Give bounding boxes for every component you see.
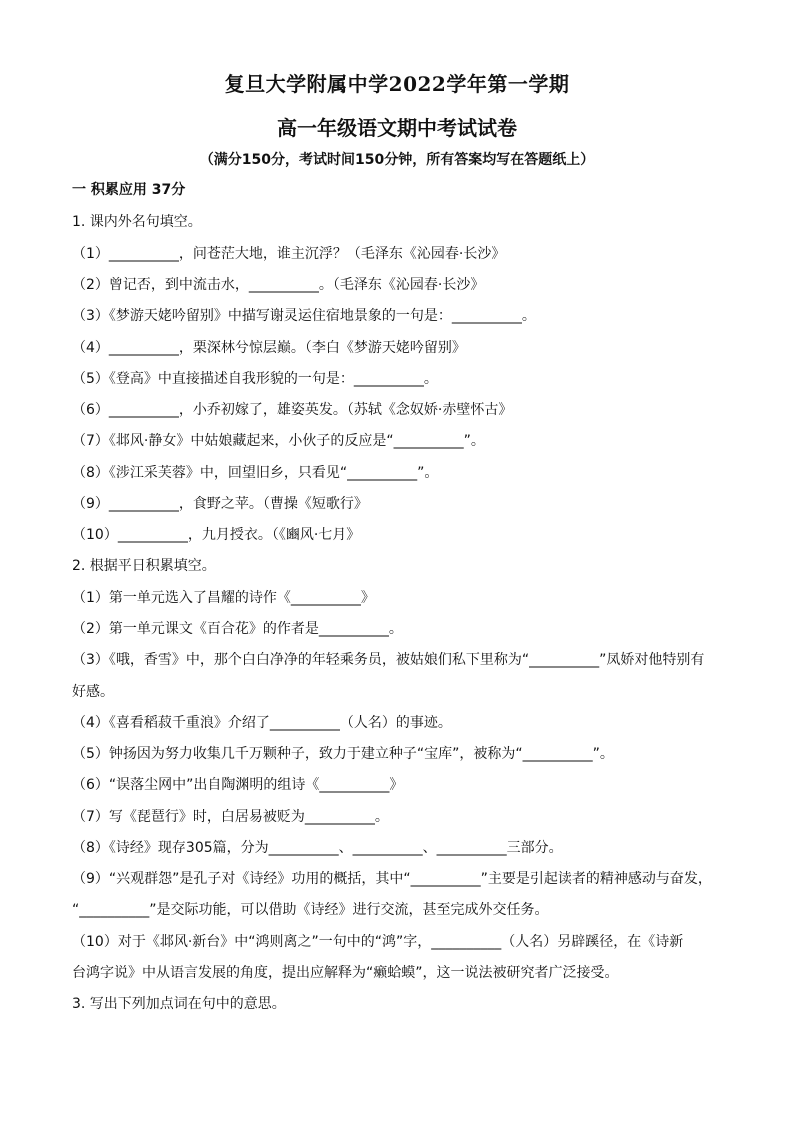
- question-1-item: （7）《邶风·静女》中姑娘藏起来，小伙子的反应是“__________”。: [72, 433, 485, 449]
- question-2-item-continuation: “__________”是交际功能，可以借助《诗经》进行交流，甚至完成外交任务。: [72, 902, 549, 918]
- question-1-stem: 1. 课内外名句填空。: [72, 214, 202, 230]
- question-3-stem: 3. 写出下列加点词在句中的意思。: [72, 996, 286, 1012]
- question-2-item: （2）第一单元课文《百合花》的作者是__________。: [72, 621, 403, 637]
- question-2-item-continuation: 台鸿字说》中从语言发展的角度，提出应解释为“癞蛤蟆”，这一说法被研究者广泛接受。: [72, 965, 619, 981]
- question-1-item: （4）__________，栗深林兮惊层巅。（李白《梦游天姥吟留别》: [72, 340, 466, 356]
- question-1-item: （3）《梦游天姥吟留别》中描写谢灵运住宿地景象的一句是：__________。: [72, 308, 536, 324]
- question-2-item: （6）“误落尘网中”出自陶渊明的组诗《__________》: [72, 777, 404, 793]
- question-1-item: （2）曾记否，到中流击水，__________。（毛泽东《沁园春·长沙》: [72, 277, 485, 293]
- question-1-item: （1）__________，问苍茫大地，谁主沉浮？（毛泽东《沁园春·长沙》: [72, 246, 506, 262]
- question-2-item: （4）《喜看稻菽千重浪》介绍了__________（人名）的事迹。: [72, 715, 452, 731]
- question-2-stem: 2. 根据平日积累填空。: [72, 558, 216, 574]
- question-2-item: （1）第一单元选入了昌耀的诗作《__________》: [72, 590, 375, 606]
- question-2-item: （8）《诗经》现存305篇，分为__________、__________、__________三部分。: [72, 840, 563, 856]
- question-1-item: （9）__________，食野之苹。（曹操《短歌行》: [72, 496, 368, 512]
- question-2-item-continuation: 好感。: [72, 684, 114, 700]
- question-2-item: （7）写《琵琶行》时，白居易被贬为__________。: [72, 809, 389, 825]
- question-1-item: （10）__________，九月授衣。（《豳风·七月》: [72, 527, 361, 543]
- question-2-item: （5）钟扬因为努力收集几千万颗种子，致力于建立种子“宝库”，被称为“__________”。: [72, 746, 614, 762]
- question-1-item: （5）《登高》中直接描述自我形貌的一句是：__________。: [72, 371, 438, 387]
- question-2-item: （9）“兴观群怨”是孔子对《诗经》功用的概括，其中“__________”主要是引起读者的精神感动与奋发，: [72, 871, 712, 887]
- question-1-item: （6）__________，小乔初嫁了，雄姿英发。（苏轼《念奴娇·赤壁怀古》: [72, 402, 513, 418]
- exam-subtitle: 高一年级语文期中考试试卷: [277, 116, 517, 140]
- exam-title: 复旦大学附属中学2022学年第一学期: [224, 72, 570, 96]
- section-heading: 一 积累应用 37分: [72, 182, 186, 198]
- question-2-item: （3）《哦，香雪》中，那个白白净净的年轻乘务员，被姑娘们私下里称为“__________”凤娇对他特别有: [72, 652, 705, 668]
- exam-note: （满分150分，考试时间150分钟，所有答案均写在答题纸上）: [199, 152, 595, 168]
- question-2-item: （10）对于《邶风·新台》中“鸿则离之”一句中的“鸿”字，__________（人名）另辟蹊径，在《诗新: [72, 934, 684, 950]
- question-1-item: （8）《涉江采芙蓉》中，回望旧乡，只看见“__________”。: [72, 465, 439, 481]
